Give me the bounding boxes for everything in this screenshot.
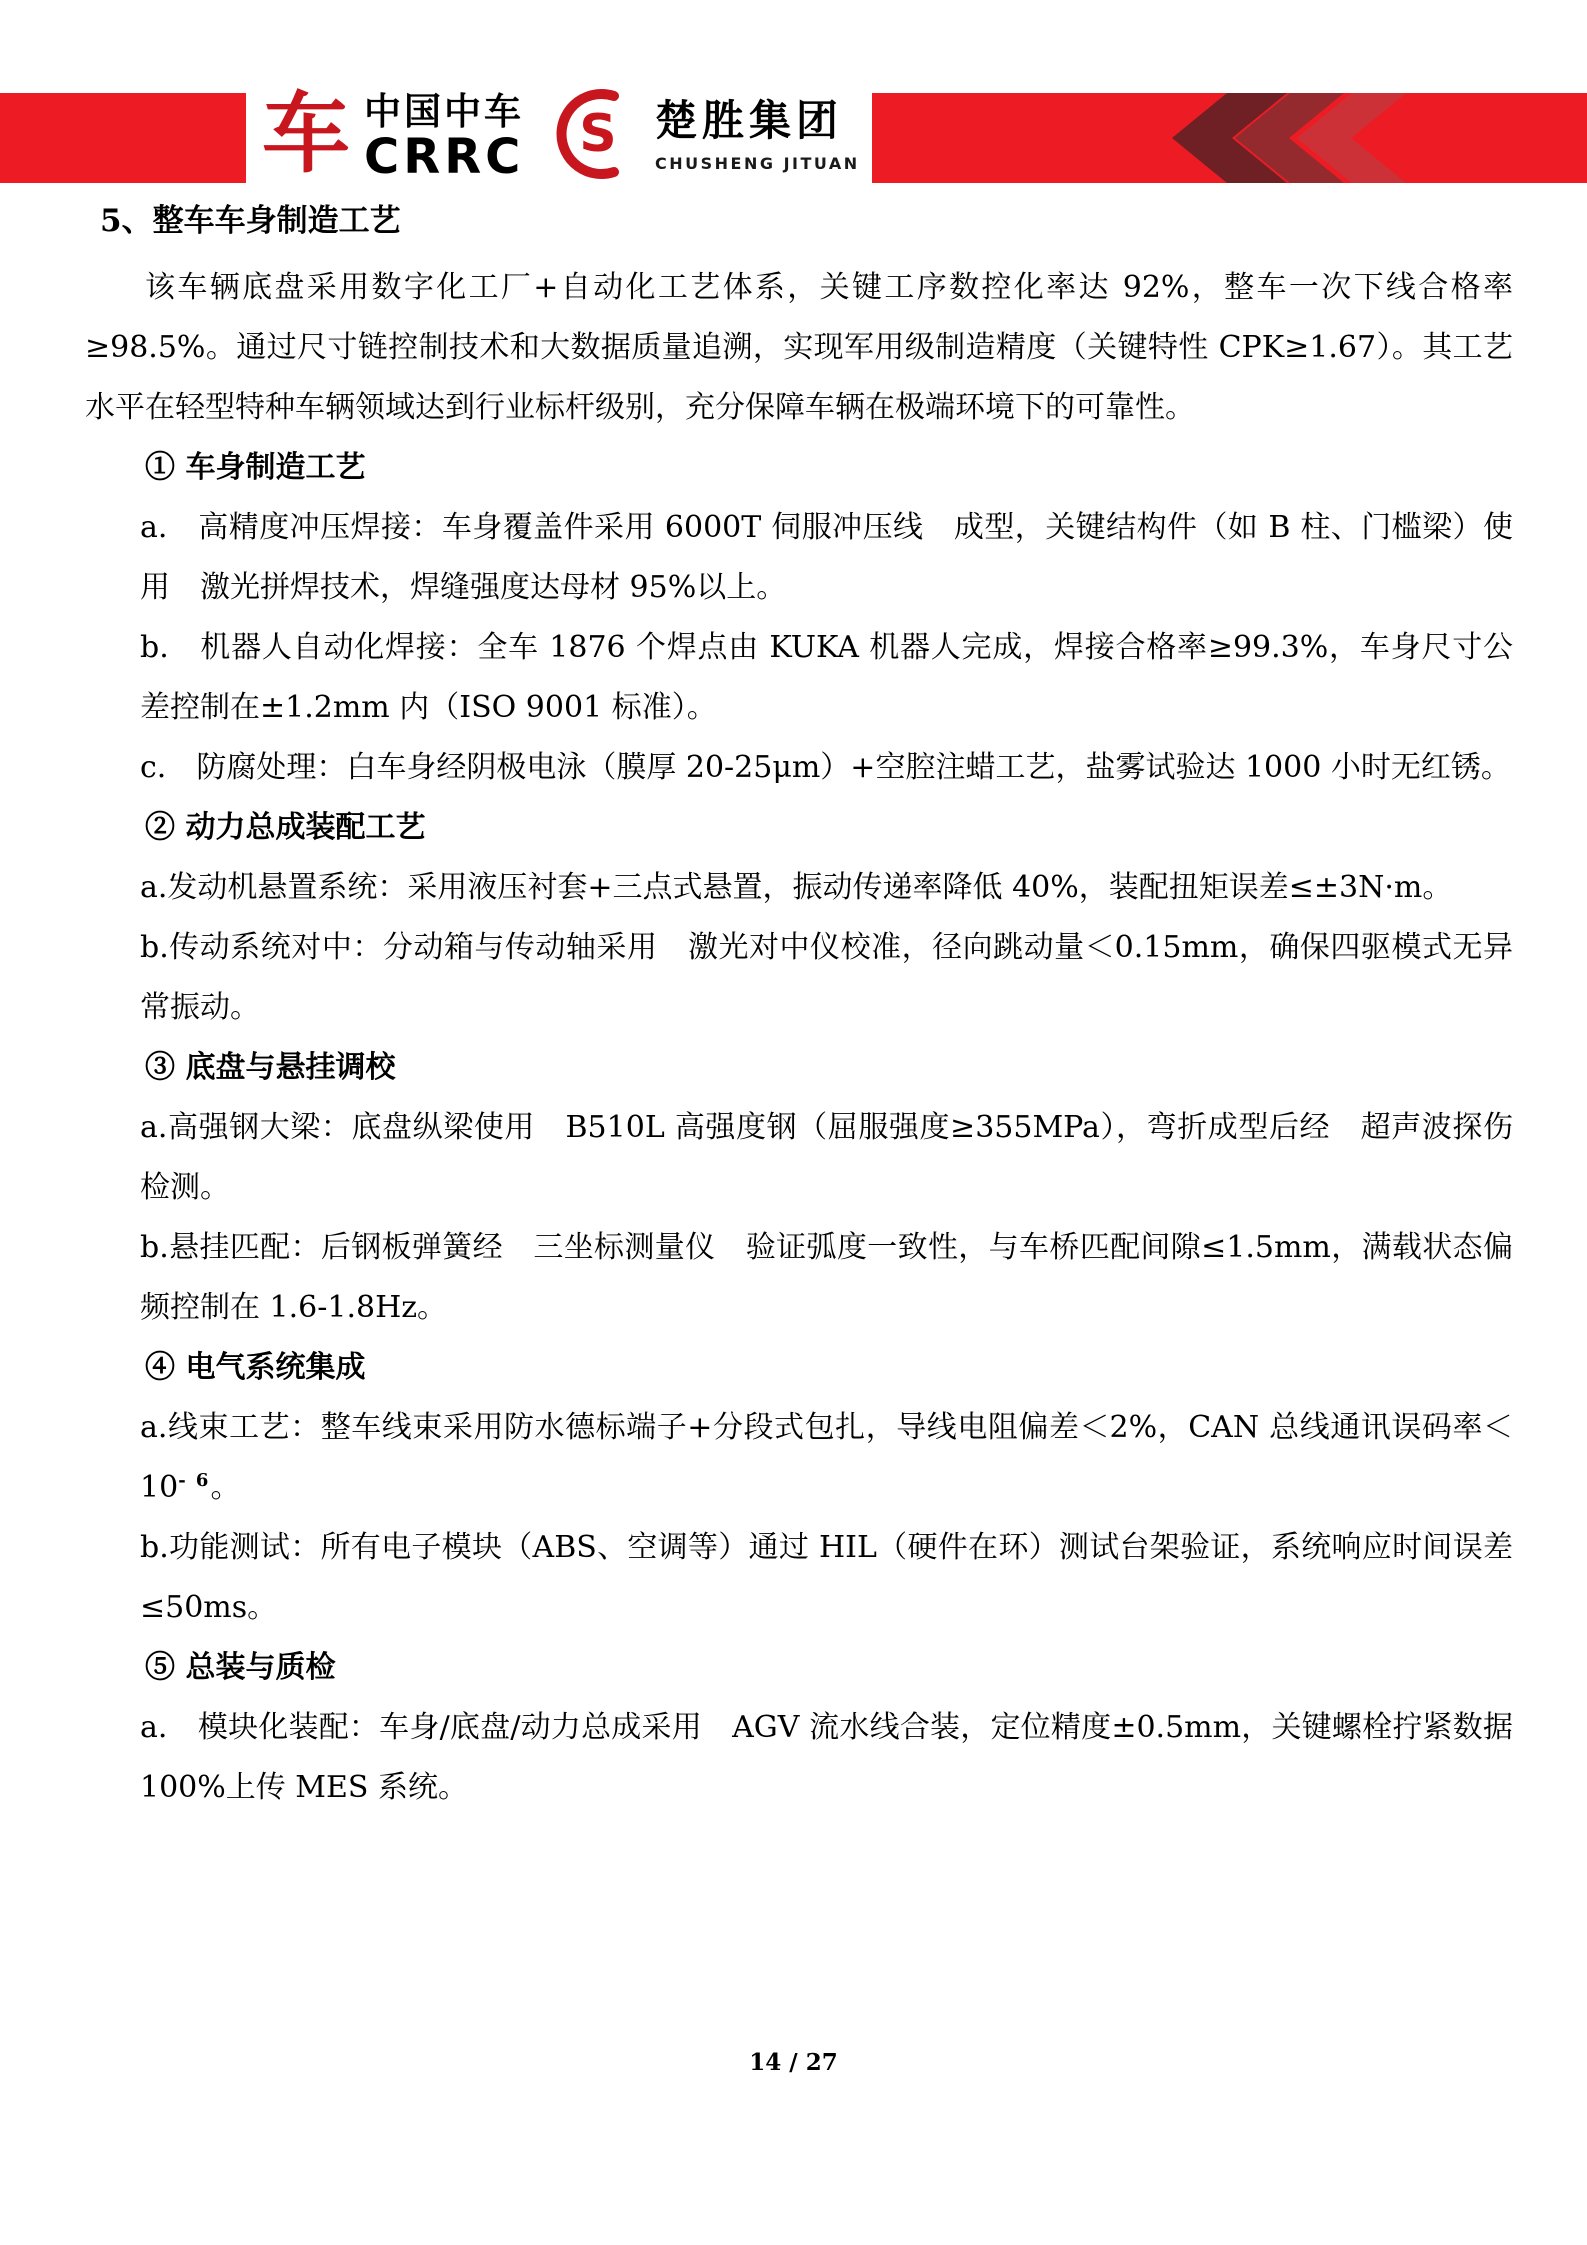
crrc-logo-text: [364, 86, 525, 185]
list-item-4a-period: 。: [210, 1470, 241, 1505]
section-title: 5、整车车身制造工艺: [100, 203, 401, 239]
chevrons-left-icon: [1172, 93, 1422, 183]
subsection-heading-1: ① 车身制造工艺: [145, 450, 366, 485]
crrc-name-en: CRRC: [364, 129, 525, 185]
chusheng-logo-icon: [552, 88, 642, 180]
list-item-1a: a. 高精度冲压焊接：车身覆盖件采用 6000T 伺服冲压线 成型，关键结构件（如 B 柱、门槛梁）使用 激光拼焊技术，焊缝强度达母材 95%以上。: [140, 510, 1513, 605]
list-item-4b: b.功能测试：所有电子模块（ABS、空调等）通过 HIL（硬件在环）测试台架验证，系统响应时间误差≤50ms。: [140, 1530, 1513, 1625]
document-body: [85, 196, 1543, 1818]
subsection-heading-2: ② 动力总成装配工艺: [145, 810, 426, 845]
page-number: 14 / 27: [749, 2049, 838, 2076]
header-band-right: [872, 93, 1587, 183]
subsection-heading-5: ⑤ 总装与质检: [145, 1650, 336, 1685]
superscript-exponent: - 6: [178, 1470, 211, 1491]
subsection-heading-4: ④ 电气系统集成: [145, 1350, 366, 1385]
intro-paragraph: 该车辆底盘采用数字化工厂+自动化工艺体系，关键工序数控化率达 92%，整车一次下线合格率≥98.5%。通过尺寸链控制技术和大数据质量追溯，实现军用级制造精度（关键特性 CPK≥1.67）。其工艺水平在轻型特种车辆领域达到行业标杆级别，充分保障车辆在极端环境下的可靠性。: [85, 270, 1513, 425]
list-item-2b: b.传动系统对中：分动箱与传动轴采用 激光对中仪校准，径向跳动量＜0.15mm，确保四驱模式无异常振动。: [140, 930, 1513, 1025]
list-item-1b: b. 机器人自动化焊接：全车 1876 个焊点由 KUKA 机器人完成，焊接合格率≥99.3%，车身尺寸公差控制在±1.2mm 内（ISO 9001 标准）。: [140, 630, 1513, 725]
page-header: [0, 0, 1587, 200]
list-item-2a: a.发动机悬置系统：采用液压衬套+三点式悬置，振动传递率降低 40%，装配扭矩误差≤±3N·m。: [140, 870, 1453, 905]
list-item-4a-text: a.线束工艺：整车线束采用防水德标端子+分段式包扎，导线电阻偏差＜2%，CAN 总线通讯误码率＜10: [140, 1410, 1513, 1505]
header-band-left: [0, 93, 246, 183]
chusheng-logo-text: [655, 96, 860, 174]
subsection-heading-3: ③ 底盘与悬挂调校: [145, 1050, 396, 1085]
list-item-3b: b.悬挂匹配：后钢板弹簧经 三坐标测量仪 验证弧度一致性，与车桥匹配间隙≤1.5mm，满载状态偏频控制在 1.6-1.8Hz。: [140, 1230, 1513, 1325]
chusheng-name-en: CHUSHENG JITUAN: [655, 154, 860, 173]
list-item-5a: a. 模块化装配：车身/底盘/动力总成采用 AGV 流水线合装，定位精度±0.5mm，关键螺栓拧紧数据 100%上传 MES 系统。: [140, 1710, 1513, 1805]
crrc-logo-icon: 车: [262, 82, 351, 185]
svg-text:S: S: [579, 104, 617, 164]
list-item-3a: a.高强钢大梁：底盘纵梁使用 B510L 高强度钢（屈服强度≥355MPa），弯折成型后经 超声波探伤 检测。: [140, 1110, 1543, 1205]
list-item-4a: [140, 1398, 1513, 1518]
crrc-logo: [262, 82, 525, 185]
list-item-1c: c. 防腐处理：白车身经阴极电泳（膜厚 20-25μm）+空腔注蜡工艺，盐雾试验达 1000 小时无红锈。: [140, 750, 1511, 785]
chusheng-name-cn: 楚胜集团: [655, 96, 844, 145]
crrc-name-cn: 中国中车: [364, 90, 525, 133]
